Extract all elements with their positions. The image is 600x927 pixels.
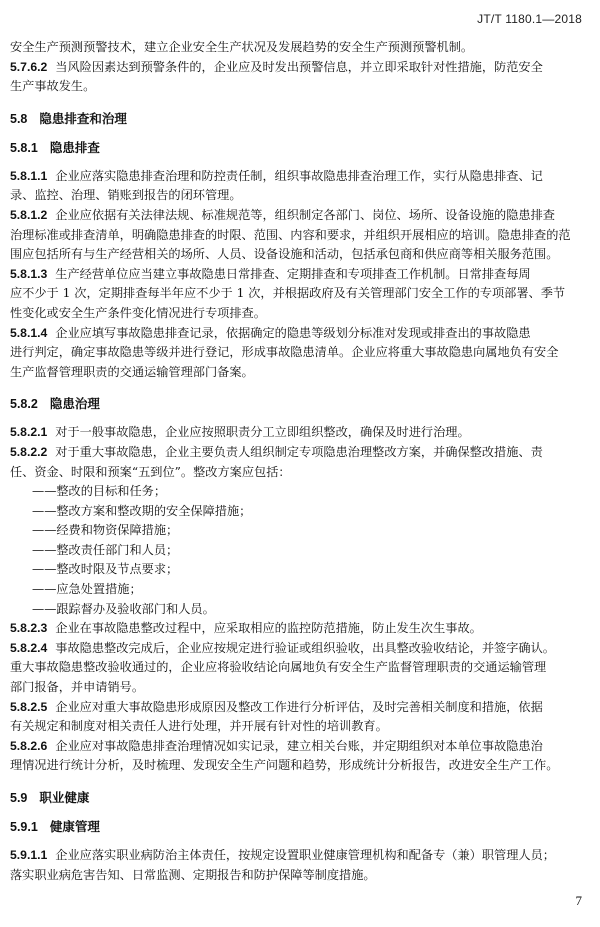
clause-text: 企业在事故隐患整改过程中，应采取相应的监控防范措施，防止发生次生事故。: [55, 621, 482, 636]
clause-text-line: 进行判定，确定事故隐患等级并进行登记，形成事故隐患清单。企业应将重大事故隐患向属地负有安全: [10, 345, 559, 360]
list-item: ——整改责任部门和人员；: [32, 542, 179, 557]
clause-number: 5.8.2.6: [10, 738, 48, 753]
list-item: ——应急处置措施；: [32, 582, 142, 597]
page-content: [10, 38, 588, 885]
clause-5-8-2-5: [10, 698, 588, 718]
clause-number: 5.8.1.2: [10, 207, 48, 222]
clause-text: 企业应依据有关法律法规、标准规范等，组织制定各部门、岗位、场所、设备设施的隐患排查: [55, 207, 555, 222]
section-heading-5-9: [10, 788, 588, 808]
clause-text-line: 任、资金、时限和预案“五到位”。整改方案应包括：: [10, 464, 291, 479]
clause-text: 企业应落实隐患排查治理和防控责任制，组织事故隐患排查治理工作，实行从隐患排查、记: [55, 168, 543, 183]
clause-text: 企业应落实职业病防治主体责任，按规定设置职业健康管理机构和配备专（兼）职管理人员；: [55, 848, 555, 862]
clause-text: 事故隐患整改完成后，企业应按规定进行验证或组织验收，出具整改验收结论，并签字确认。: [55, 640, 555, 655]
clause-text-line: 治理标准或排查清单，明确隐患排查的时限、范围、内容和要求，并组织开展相应的培训。隐患排查的范: [10, 227, 571, 242]
section-heading-5-8: [10, 109, 588, 129]
clause-5-8-2-3: [10, 619, 588, 639]
clause-number: 5.7.6.2: [10, 59, 48, 74]
section-number: 5.9.1: [10, 820, 38, 834]
clause-text: 企业应对重大事故隐患形成原因及整改工作进行分析评估，及时完善相关制度和措施，依据: [55, 699, 543, 714]
clause-5-8-1-2: [10, 206, 588, 226]
clause-text-line: 理情况进行统计分析，及时梳理、发现安全生产问题和趋势，形成统计分析报告，改进安全生产工作。: [10, 758, 559, 773]
section-title: 隐患治理: [49, 397, 100, 412]
list-item: ——经费和物资保障措施；: [32, 523, 179, 538]
clause-text-line: 应不少于 1 次，定期排查每半年应不少于 1 次，并根据政府及有关管理部门安全工作的专项部署、季节: [10, 286, 566, 301]
clause-text-line: 部门报备，并申请销号。: [10, 680, 145, 695]
clause-text: 企业应对事故隐患排查治理情况如实记录，建立相关台账，并定期组织对本单位事故隐患治: [55, 738, 543, 753]
clause-5-8-2-2: [10, 443, 588, 463]
clause-number: 5.8.2.1: [10, 425, 48, 440]
section-number: 5.8.1: [10, 140, 38, 155]
clause-text-line: 围应包括所有与生产经营相关的场所、人员、设备设施和活动，包括承包商和供应商等相关服务范围。: [10, 247, 559, 262]
paragraph-continuation: 安全生产预测预警技术，建立企业安全生产状况及发展趋势的安全生产预测预警机制。: [10, 40, 474, 54]
clause-text-line: 生产监督管理职责的交通运输管理部门备案。: [10, 364, 254, 379]
section-number: 5.9: [10, 791, 28, 805]
clause-5-8-2-1: [10, 423, 588, 443]
section-title: 职业健康: [39, 791, 90, 805]
clause-number: 5.8.2.3: [10, 621, 48, 636]
clause-5-8-1-1: [10, 167, 588, 187]
section-heading-5-8-1: [10, 138, 588, 158]
clause-5-9-1-1: [10, 846, 588, 866]
list-item: ——整改的目标和任务；: [32, 484, 167, 499]
clause-number: 5.8.2.5: [10, 699, 48, 714]
clause-text: 企业应填写事故隐患排查记录，依据确定的隐患等级划分标准对发现或排查出的事故隐患: [55, 325, 531, 340]
section-title: 隐患排查: [49, 140, 100, 155]
list-item: ——跟踪督办及验收部门和人员。: [32, 601, 215, 616]
clause-number: 5.8.1.4: [10, 325, 48, 340]
clause-text-line: 落实职业病危害告知、日常监测、定期报告和防护保障等制度措施。: [10, 867, 376, 882]
clause-text: 对于一般事故隐患，企业应按照职责分工立即组织整改，确保及时进行治理。: [55, 425, 470, 440]
clause-5-8-2-6: [10, 737, 588, 757]
section-heading-5-8-2: [10, 394, 588, 414]
clause-text: 当风险因素达到预警条件的，企业应及时发出预警信息，并立即采取针对性措施，防范安全: [55, 59, 543, 74]
clause-5-8-1-4: [10, 324, 588, 344]
clause-text-line: 录、监控、治理、销账到报告的闭环管理。: [10, 188, 242, 203]
section-number: 5.8: [10, 111, 28, 126]
clause-text: 对于重大事故隐患，企业主要负责人组织制定专项隐患治理整改方案，并确保整改措施、责: [55, 444, 543, 459]
clause-text-line: 重大事故隐患整改验收通过的，企业应将验收结论向属地负有安全生产监督管理职责的交通运输管理: [10, 660, 547, 675]
list-item: ——整改方案和整改期的安全保障措施；: [32, 503, 252, 518]
clause-number: 5.8.2.2: [10, 444, 48, 459]
list-item: ——整改时限及节点要求；: [32, 562, 179, 577]
clause-5-8-1-3: [10, 265, 588, 285]
clause-number: 5.9.1.1: [10, 848, 48, 862]
clause-text-line: 有关规定和制度对相关责任人进行处理，并开展有针对性的培训教育。: [10, 719, 388, 734]
clause-text-line: 生产事故发生。: [10, 79, 96, 94]
document-code-header: JT/T 1180.1—2018: [477, 12, 582, 26]
section-heading-5-9-1: [10, 817, 588, 837]
clause-number: 5.8.2.4: [10, 640, 48, 655]
page-number: 7: [575, 893, 582, 908]
clause-5-7-6-2: [10, 58, 588, 78]
clause-number: 5.8.1.3: [10, 266, 48, 281]
section-title: 健康管理: [49, 820, 100, 834]
section-title: 隐患排查和治理: [39, 111, 127, 126]
clause-text: 生产经营单位应当建立事故隐患日常排查、定期排查和专项排查工作机制。日常排查每周: [55, 266, 531, 281]
section-number: 5.8.2: [10, 397, 38, 412]
clause-5-8-2-4: [10, 639, 588, 659]
clause-number: 5.8.1.1: [10, 168, 48, 183]
clause-text-line: 性变化或安全生产条件变化情况进行专项排查。: [10, 305, 266, 320]
